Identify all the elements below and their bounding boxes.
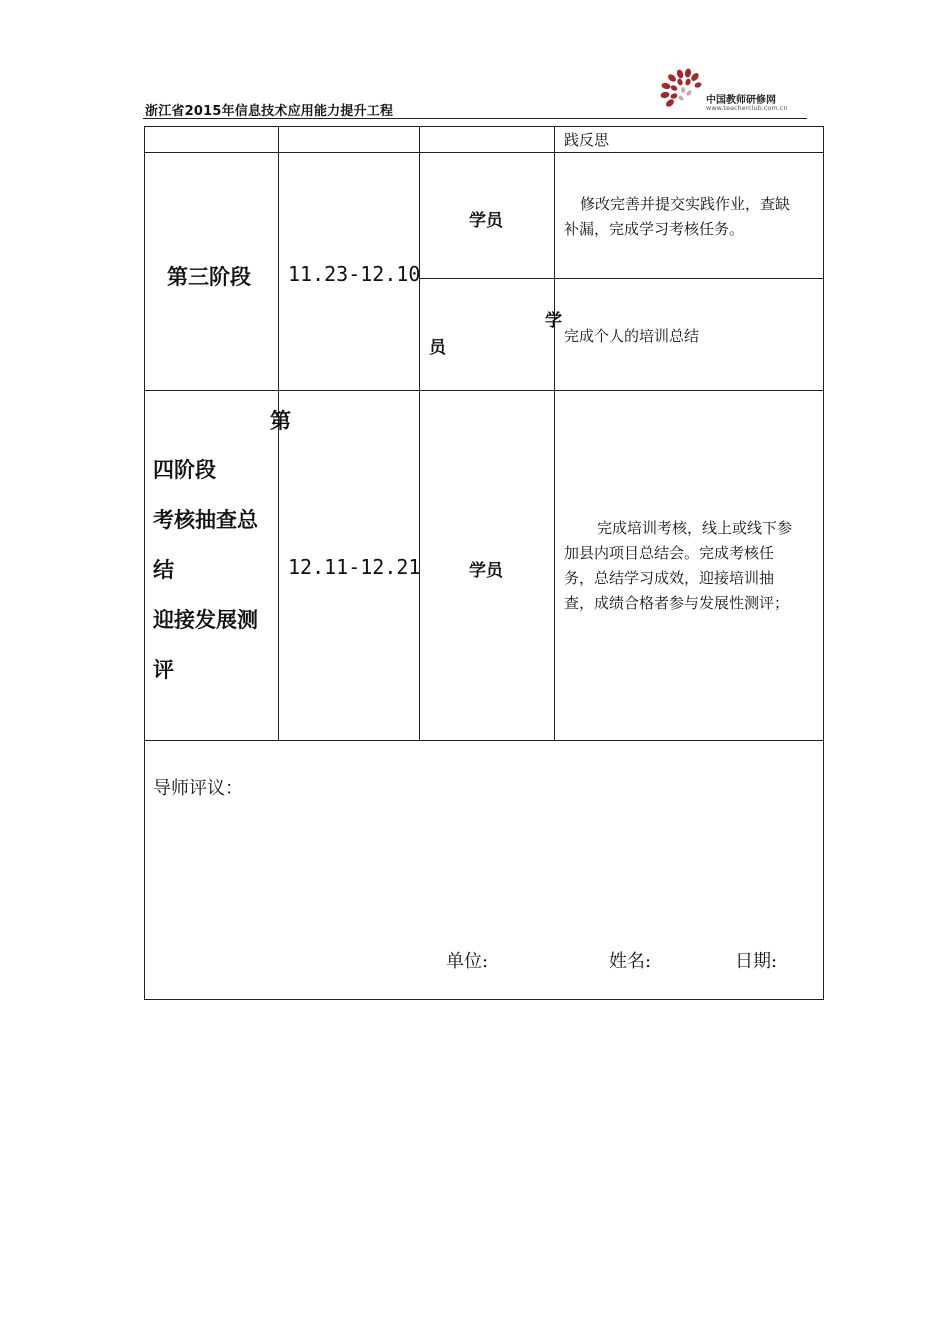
unit-label: 单位: [446, 951, 489, 972]
stage-three-desc-1-line1: 修改完善并提交实践作业，查缺 [580, 195, 791, 213]
stage-four-desc-line2: 加县内项目总结会。完成考核任 [564, 544, 775, 562]
date-label: 日期: [735, 951, 778, 972]
logo-text-en: www.teacherclub.com.cn [706, 104, 788, 112]
stage-four-line-6: 评 [153, 658, 174, 682]
logo-text-cn: 中国教师研修网 [706, 95, 776, 106]
stage-four-date: 12.11-12.21 [288, 555, 421, 579]
stage-three-role-1: 学员 [469, 211, 503, 231]
document-header-title: 浙江省2015年信息技术应用能力提升工程 [145, 104, 394, 119]
name-label: 姓名: [609, 951, 652, 972]
stage-three-role-2a: 学 [545, 311, 562, 331]
stage-four-desc-line3: 务，总结学习成效，迎接培训抽 [564, 569, 775, 587]
stage-four-line-2: 四阶段 [153, 458, 216, 482]
stage-three-desc-2: 完成个人的培训总结 [564, 327, 700, 345]
header-divider [143, 118, 807, 119]
stage-four-line-5: 迎接发展测 [153, 608, 258, 632]
stage-three-label: 第三阶段 [167, 265, 251, 289]
stage-four-line-3: 考核抽查总 [153, 508, 258, 532]
stage-three-date: 11.23-12.10 [288, 262, 421, 286]
stage-four-line-4: 结 [153, 558, 174, 582]
stage-four-desc-line1: 完成培训考核，线上或线下参 [597, 519, 793, 537]
stage-three-role-2b: 员 [429, 338, 446, 358]
stage-four-role: 学员 [469, 561, 503, 581]
stage-four-line-1: 第 [270, 409, 291, 433]
stage-three-desc-1-line2: 补漏，完成学习考核任务。 [564, 220, 745, 238]
mentor-review-label: 导师评议： [153, 778, 243, 799]
stage-four-desc-line4: 查，成绩合格者参与发展性测评； [564, 594, 790, 612]
row0-desc-tail: 践反思 [564, 131, 610, 149]
